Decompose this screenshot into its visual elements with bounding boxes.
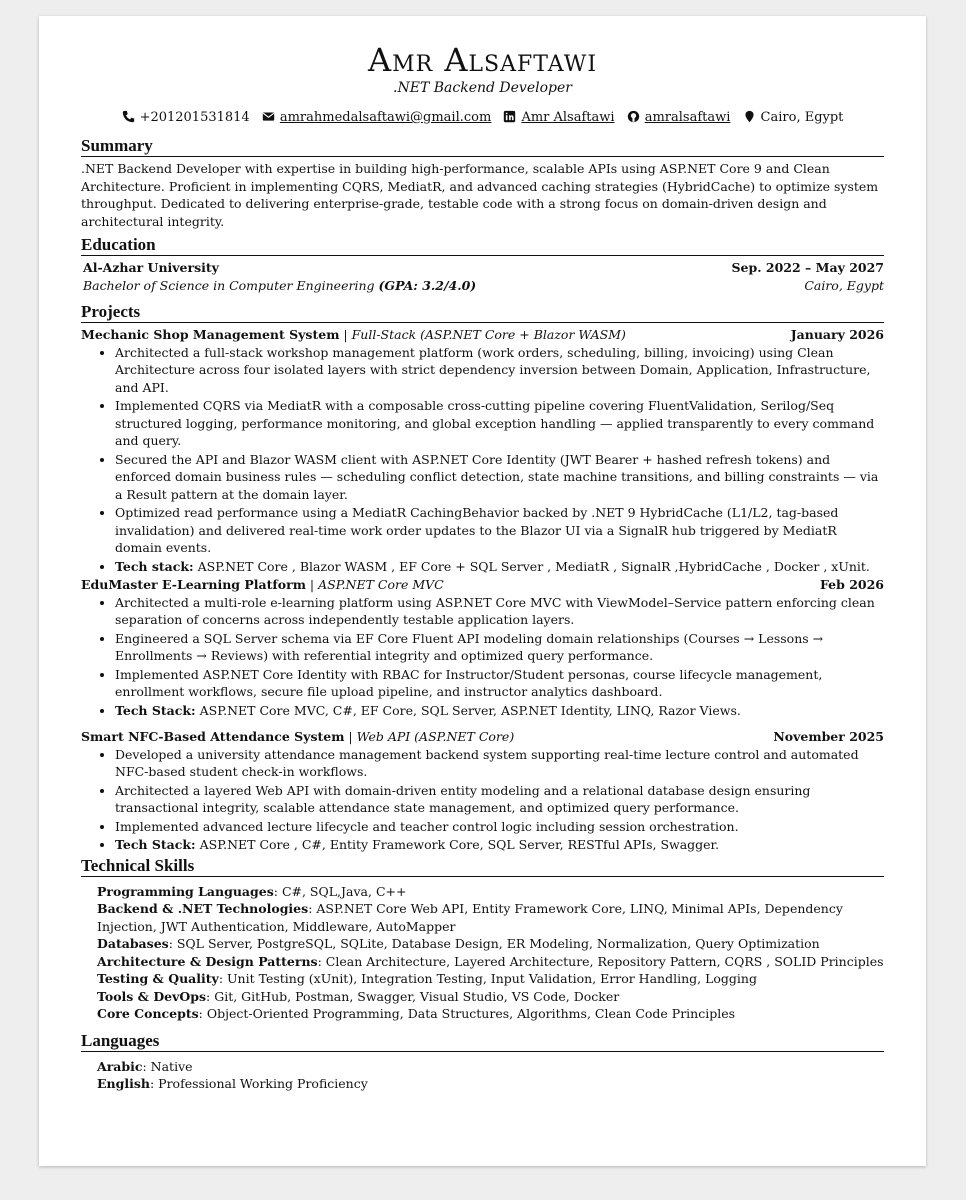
github-contact[interactable] [627,110,731,125]
skill-value: : ASP.NET Core Web API, Entity Framework Core, LINQ, Minimal APIs, Dependency Injection, JWT Authentication, Middleware, AutoMapper [97,901,843,934]
project-name: Mechanic Shop Management System [81,327,340,342]
stack-label: Tech Stack: [115,837,196,852]
project-date: Feb 2026 [819,577,884,592]
skill-value: : Clean Architecture, Layered Architecture, Repository Pattern, CQRS , SOLID Principles [317,953,884,969]
education-location: Cairo, Egypt [804,277,884,293]
resume-header [39,42,926,96]
skill-row [97,883,884,901]
skill-label: Tools & DevOps [97,988,207,1004]
degree-name: Bachelor of Science in Computer Engineering [83,277,375,293]
envelope-icon [262,110,275,123]
github-link[interactable]: amralsaftawi [644,110,731,125]
projects-heading: Projects [81,302,884,323]
project-date: January 2026 [790,327,884,342]
skill-label: Programming Languages [97,883,274,899]
school-name: Al-Azhar University [83,260,219,275]
candidate-name: Amr Alsaftawi [367,41,598,79]
linkedin-contact[interactable] [503,110,614,125]
skill-value: : C#, SQL,Java, C++ [273,883,407,899]
project-bullet: • Developed a university attendance management backend system supporting real-time lecture control and automated NFC-based student check-in workflows. [115,746,884,781]
project-separator: | [344,729,357,744]
project-header [81,576,884,594]
phone-number: +201201531814 [139,110,250,125]
email-contact[interactable] [262,110,491,125]
project-stack [115,558,884,576]
project-entry [81,728,884,854]
project-bullet: • Architected a layered Web API with domain-driven entity modeling and a relational database design ensuring transactional integrity, scalable attendance state management, and optimized query performance. [115,782,884,817]
job-title: .NET Backend Developer [393,80,572,96]
skills-heading: Technical Skills [81,856,884,877]
skill-row [97,900,884,935]
stack-label: Tech stack: [115,558,194,574]
skill-value: : Object-Oriented Programming, Data Structures, Algorithms, Clean Code Principles [198,1006,736,1021]
skill-value: : Git, GitHub, Postman, Swagger, Visual Studio, VS Code, Docker [206,988,620,1004]
project-bullet: • Optimized read performance using a MediatR CachingBehavior backed by .NET 9 HybridCache (L1/L2, tag-based invalidation) and delivered real-time work order updates to the Blazor UI via a SignalR hub triggered by MediatR domain events. [115,504,884,557]
github-icon [627,110,640,123]
skills-list [81,883,884,1023]
skill-label: Backend & .NET Technologies [97,901,309,916]
map-pin-icon [743,110,756,123]
email-link[interactable]: amrahmedalsaftawi@gmail.com [279,110,492,125]
skill-row [97,935,884,953]
languages-list [81,1058,884,1093]
languages-heading: Languages [81,1031,884,1052]
education-heading: Education [81,235,884,256]
skill-label: Architecture & Design Patterns [97,953,318,969]
project-tech: Full-Stack (ASP.NET Core + Blazor WASM) [351,327,626,342]
skill-row [97,988,884,1006]
education-detail-row [81,277,884,295]
project-bullets [81,344,884,576]
skill-label: Databases [97,936,169,951]
linkedin-icon [503,110,516,123]
education-row [81,259,884,277]
skill-row [97,953,884,971]
project-bullet: • Engineered a SQL Server schema via EF Core Fluent API modeling domain relationships (Courses → Lessons → Enrollments → Reviews) with referential integrity and optimized query performance. [115,630,884,665]
language-label: Arabic [97,1058,143,1074]
skill-value: : SQL Server, PostgreSQL, SQLite, Database Design, ER Modeling, Normalization, Query Optimization [168,936,820,951]
language-row [97,1075,884,1093]
resume-page [39,16,926,1166]
project-bullet: • Secured the API and Blazor WASM client with ASP.NET Core Identity (JWT Bearer + hashed refresh tokens) and enforced domain business rules — scheduling conflict detection, state machine transitions, and billing constraints — via a Result pattern at the domain layer. [115,451,884,504]
language-value: : Native [142,1058,193,1074]
spacer [81,720,884,728]
project-header [81,326,884,344]
project-separator: | [305,577,319,592]
project-separator: | [339,327,352,342]
project-bullet: • Architected a full-stack workshop management platform (work orders, scheduling, billing, invoicing) using Clean Architecture across four isolated layers with strict dependency inversion between Domain, Application, Infrastructure, and API. [115,344,884,397]
project-bullet: • Implemented CQRS via MediatR with a composable cross-cutting pipeline covering FluentValidation, Serilog/Seq structured logging, performance monitoring, and global exception handling — applied transparently to every command and query. [115,397,884,450]
stack-value: ASP.NET Core MVC, C#, EF Core, SQL Server, ASP.NET Identity, LINQ, Razor Views. [195,702,741,718]
project-stack [115,702,884,720]
phone-contact [122,110,250,125]
language-row [97,1058,884,1076]
contact-line [39,110,926,125]
project-bullets [81,594,884,720]
skill-row [97,970,884,988]
language-value: : Professional Working Proficiency [149,1076,368,1091]
language-label: English [97,1076,150,1091]
stack-label: Tech Stack: [115,702,196,718]
location-text: Cairo, Egypt [760,110,844,125]
stack-value: ASP.NET Core , Blazor WASM , EF Core + SQL Server , MediatR , SignalR ,HybridCache , Docker , xUnit. [193,558,870,574]
project-name: Smart NFC-Based Attendance System [81,729,345,744]
phone-icon [122,110,135,123]
skill-label: Testing & Quality [97,971,219,986]
project-bullet: • Implemented ASP.NET Core Identity with RBAC for Instructor/Student personas, course lifecycle management, enrollment workflows, secure file upload pipeline, and instructor analytics dashboard. [115,666,884,701]
project-date: November 2025 [773,729,884,744]
project-header [81,728,884,746]
location-contact [743,110,844,125]
resume-body [81,134,884,1093]
project-bullets [81,746,884,854]
project-name: EduMaster E-Learning Platform [81,577,306,592]
project-bullet: • Implemented advanced lecture lifecycle and teacher control logic including session orchestration. [115,818,884,836]
project-bullet: • Architected a multi-role e-learning platform using ASP.NET Core MVC with ViewModel–Service pattern enforcing clean separation of concerns across independently testable application layers. [115,594,884,629]
project-tech: Web API (ASP.NET Core) [356,729,515,744]
project-tech: ASP.NET Core MVC [318,577,444,592]
summary-text: .NET Backend Developer with expertise in building high-performance, scalable APIs using ASP.NET Core 9 and Clean Architecture. Proficient in implementing CQRS, MediatR, and advanced caching strategies (HybridCache) to optimize system throughput. Dedicated to delivering enterprise-grade, testable code with a strong focus on domain-driven design and architectural integrity. [81,161,879,229]
project-stack [115,836,884,854]
gpa: (GPA: 3.2/4.0) [378,277,477,293]
summary-heading: Summary [81,136,884,157]
project-entry [81,576,884,719]
education-dates: Sep. 2022 – May 2027 [731,260,884,275]
skill-label: Core Concepts [97,1006,199,1021]
skill-value: : Unit Testing (xUnit), Integration Testing, Input Validation, Error Handling, Logging [218,971,757,986]
project-entry [81,326,884,575]
linkedin-link[interactable]: Amr Alsaftawi [521,110,615,125]
stack-value: ASP.NET Core , C#, Entity Framework Core, SQL Server, RESTful APIs, Swagger. [195,837,720,852]
skill-row [97,1005,884,1023]
